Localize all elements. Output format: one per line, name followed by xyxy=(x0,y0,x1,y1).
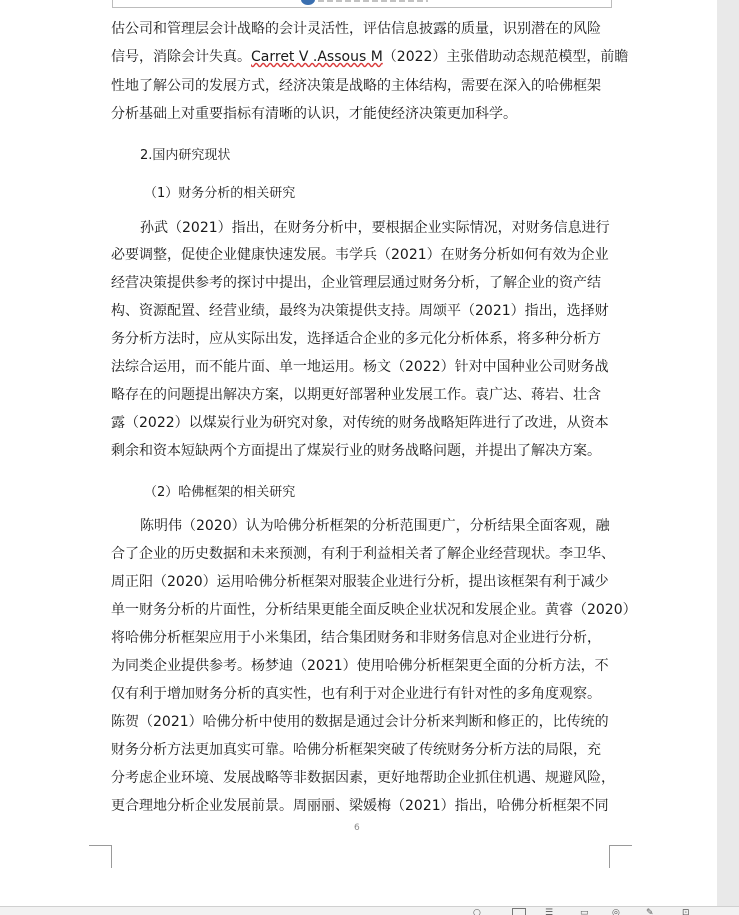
para1-line-6: 法综合运用，而不能片面、单一地运用。杨文（2022）针对中国种业公司财务战 xyxy=(111,359,609,375)
margin-corner-bottom-right xyxy=(609,845,632,868)
para2-line-3: 周正阳（2020）运用哈佛分析框架对服装企业进行分析，提出该框架有利于减少 xyxy=(111,574,609,590)
margin-corner-bottom-left xyxy=(89,845,112,868)
para-top-line-1: 估公司和管理层会计战略的会计灵活性，评估信息披露的质量，识别潜在的风险 xyxy=(111,21,601,37)
page-number: 6 xyxy=(354,823,360,833)
subsection-heading-1: （1）财务分析的相关研究 xyxy=(144,186,296,201)
para2-line-6: 为同类企业提供参考。杨梦迪（2021）使用哈佛分析框架更全面的分析方法，不 xyxy=(111,658,609,674)
para1-line-1: 孙武（2021）指出，在财务分析中，要根据企业实际情况，对财务信息进行 xyxy=(140,220,610,236)
para1-line-2: 必要调整，促使企业健康快速发展。韦学兵（2021）在财务分析如何有效为企业 xyxy=(111,247,609,263)
para2-line-7: 仅有利于增加财务分析的真实性，也有利于对企业进行有针对性的多角度观察。 xyxy=(111,686,601,702)
subsection-heading-2: （2）哈佛框架的相关研究 xyxy=(144,485,296,500)
para-top-line-2-start: 信号，消除会计失真。 xyxy=(111,49,251,65)
reading-view-icon[interactable]: ▭ xyxy=(580,908,589,915)
para2-line-2: 合了企业的历史数据和未来预测，有利于利益相关者了解企业经营现状。李卫华、 xyxy=(111,546,615,562)
page-gutter xyxy=(717,0,739,906)
para-top-line-2-rest: （2022）主张借助动态规范模型，前瞻 xyxy=(382,49,629,65)
para-top-line-3: 性地了解公司的发展方式，经济决策是战略的主体结构，需要在深入的哈佛框架 xyxy=(111,78,601,94)
para2-line-8: 陈贺（2021）哈佛分析中使用的数据是通过会计分析来判断和修正的，比传统的 xyxy=(111,714,609,730)
outline-view-icon[interactable]: ☰ xyxy=(545,908,554,915)
zoom-out-icon[interactable]: ○ xyxy=(473,908,481,915)
para1-line-7: 略存在的问题提出解决方案，以期更好部署种业发展工作。袁广达、蒋岩、壮含 xyxy=(111,387,601,403)
para1-line-9: 剩余和资本短缺两个方面提出了煤炭行业的财务战略问题，并提出了解决方案。 xyxy=(111,443,601,459)
web-view-icon[interactable]: ◎ xyxy=(612,908,620,915)
para1-line-3: 经营决策提供参考的探讨中提出，企业管理层通过财务分析，了解企业的资产结 xyxy=(111,275,601,291)
pen-icon[interactable]: ✎ xyxy=(646,908,654,915)
fit-page-icon[interactable]: ⊡ xyxy=(682,908,690,915)
section-heading: 2.国内研究现状 xyxy=(140,148,231,163)
para2-line-10: 分考虑企业环境、发展战略等非数据因素，更好地帮助企业抓住机遇、规避风险， xyxy=(111,770,615,786)
para2-line-4: 单一财务分析的片面性，分析结果更能全面反映企业状况和发展企业。黄睿（2020） xyxy=(111,602,637,618)
para-top-line-4: 分析基础上对重要指标有清晰的认识，才能使经济决策更加科学。 xyxy=(111,106,517,122)
para1-line-4: 构、资源配置、经营业绩，最终为决策提供支持。周颂平（2021）指出，选择财 xyxy=(111,303,609,319)
author-citation: Carret V .Assous M xyxy=(251,49,383,65)
para2-line-5: 将哈佛分析框架应用于小米集团，结合集团财务和非财务信息对企业进行分析， xyxy=(111,630,601,646)
para2-line-9: 财务分析方法更加真实可靠。哈佛分析框架突破了传统财务分析方法的局限，充 xyxy=(111,742,601,758)
para1-line-8: 露（2022）以煤炭行业为研究对象，对传统的财务战略矩阵进行了改进，从资本 xyxy=(111,415,609,431)
header-logo-text xyxy=(318,0,428,2)
para1-line-5: 务分析方法时，应从实际出发，选择适合企业的多元化分析体系，将多种分析方 xyxy=(111,331,601,347)
para-top-line-2 xyxy=(111,48,628,66)
para2-line-1: 陈明伟（2020）认为哈佛分析框架的分析范围更广，分析结果全面客观，融 xyxy=(140,518,610,534)
para2-line-11: 更合理地分析企业发展前景。周丽丽、梁媛梅（2021）指出，哈佛分析框架不同 xyxy=(111,798,609,814)
